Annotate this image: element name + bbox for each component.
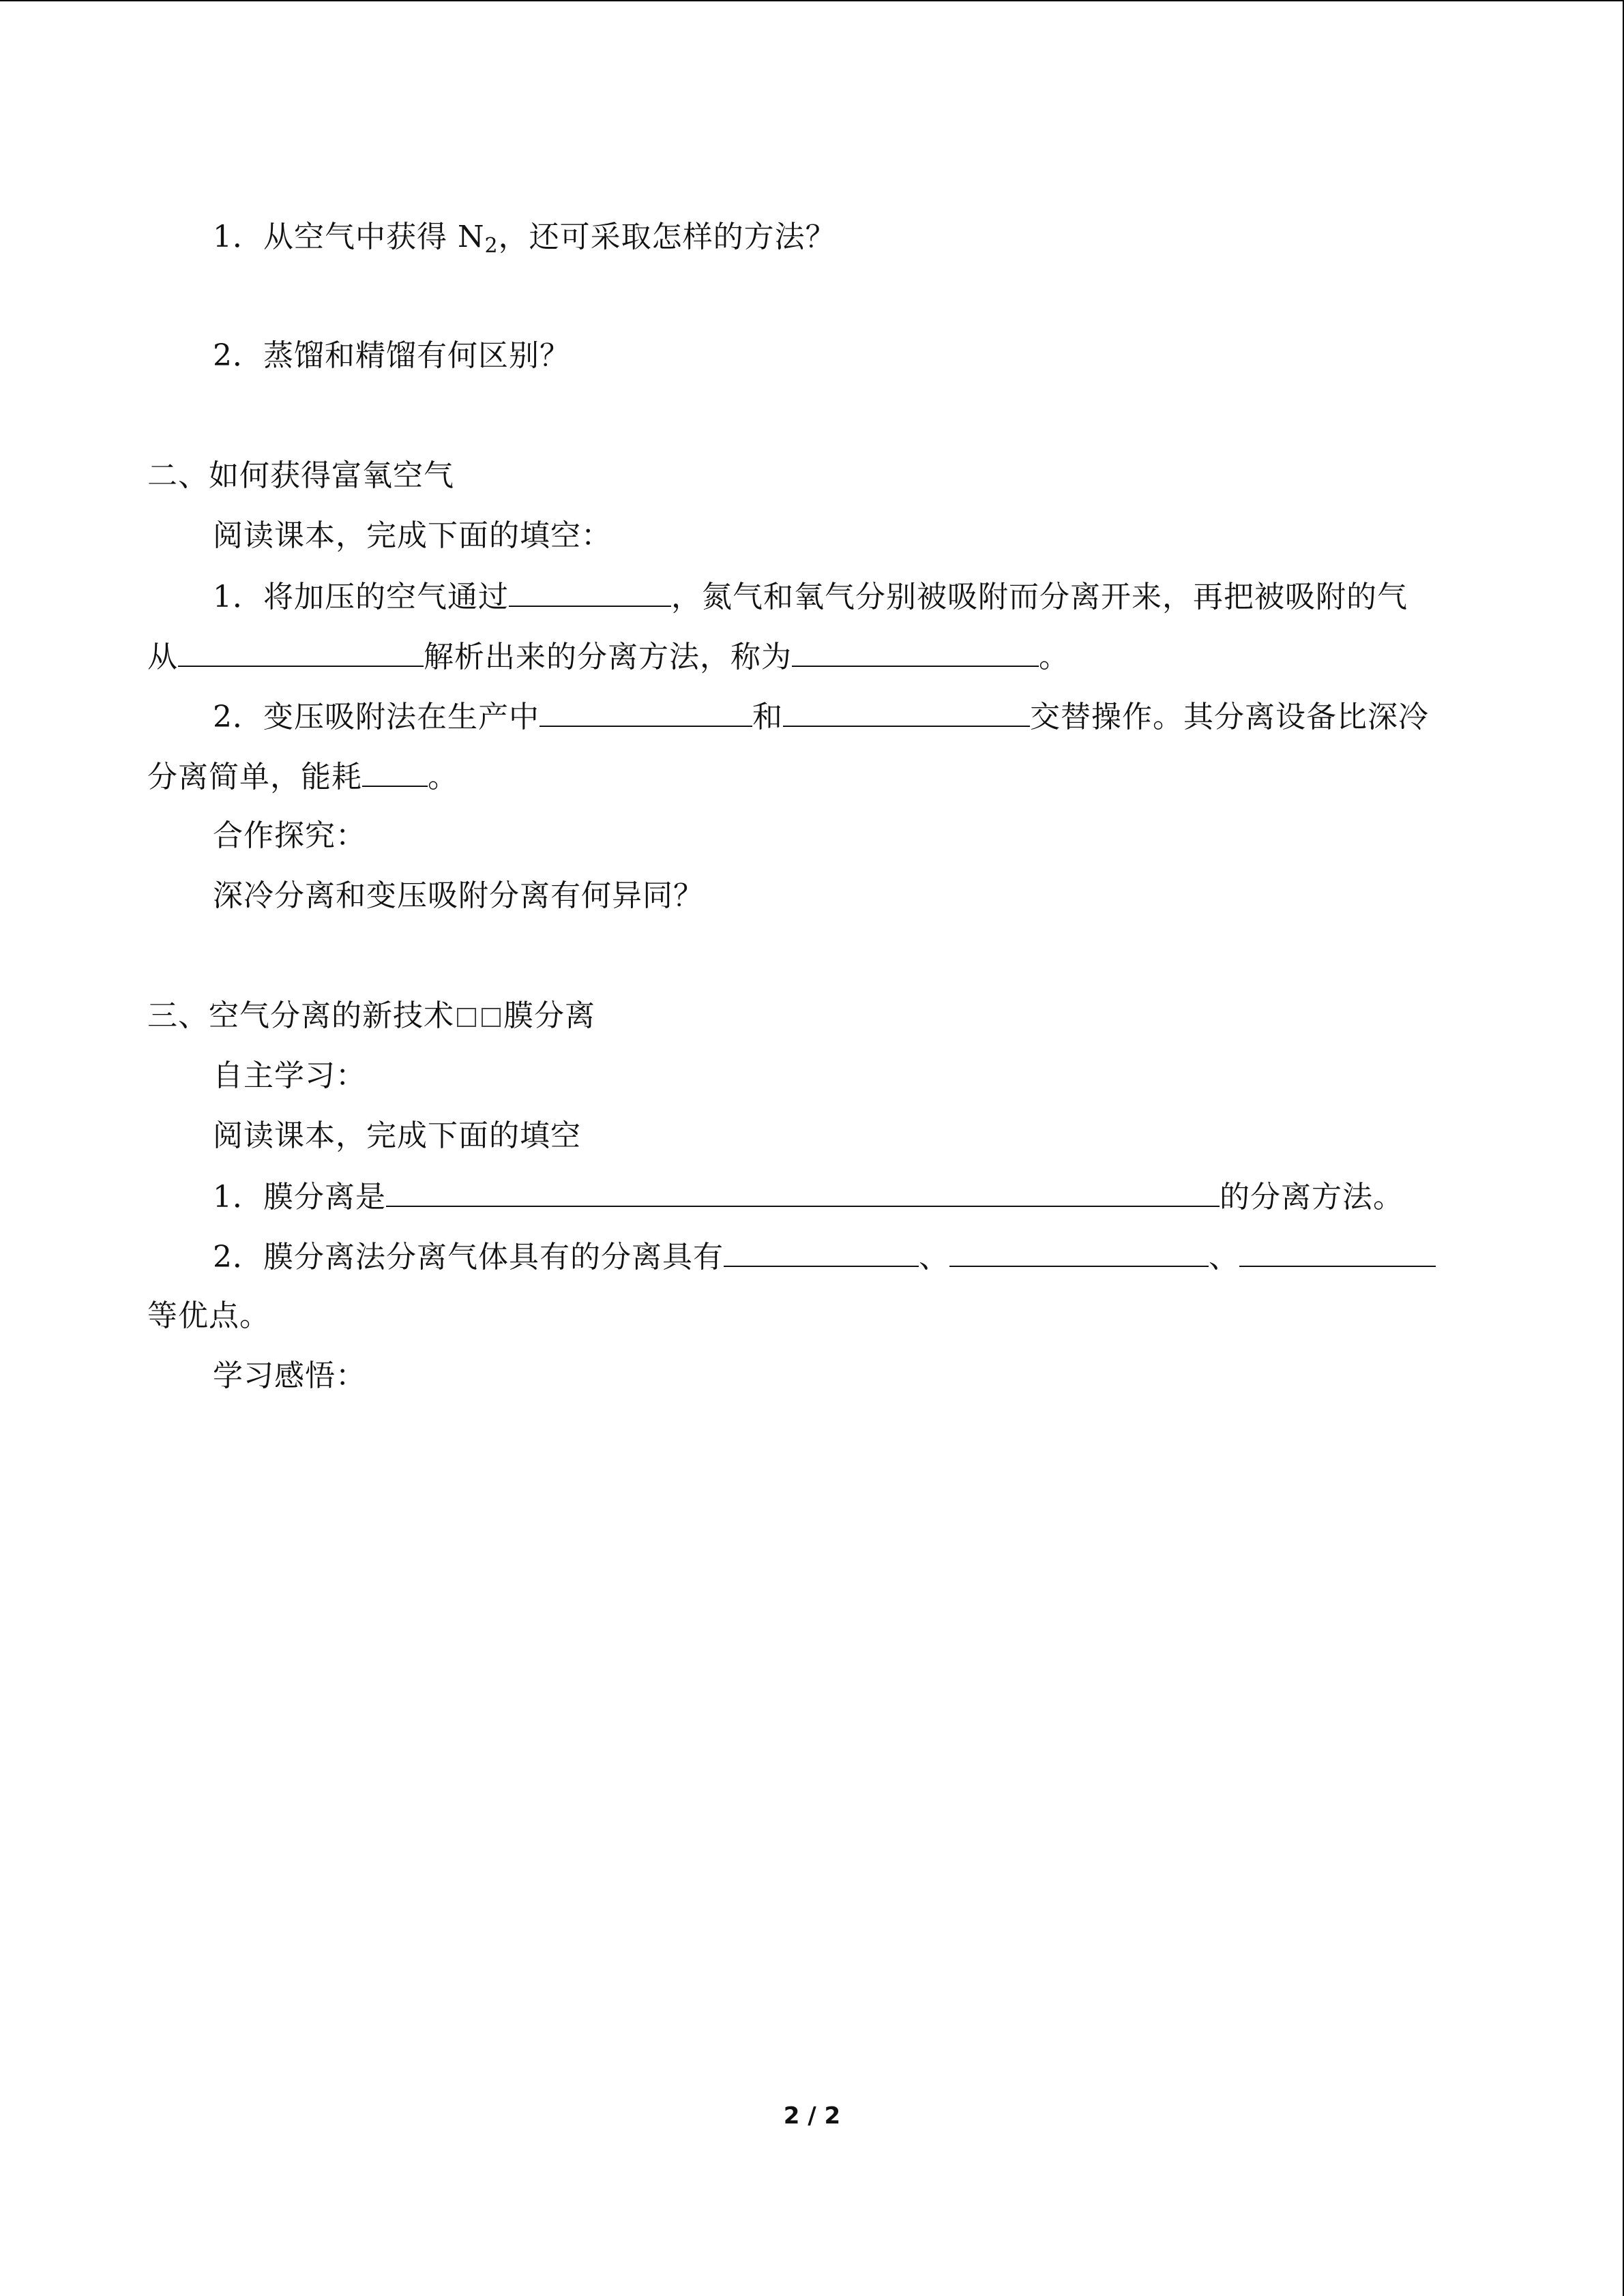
missing-glyph-box [482,1008,501,1027]
section-3-intro: 阅读课本，完成下面的填空 [213,1118,581,1153]
section-3-item-2 [213,1236,1436,1278]
fill-blank[interactable] [783,696,1030,727]
fill-blank[interactable] [792,636,1039,667]
item-1-period: 。 [1039,640,1069,674]
item-1-text: 1．膜分离是 [213,1180,386,1214]
separator: 、 [919,1240,949,1274]
fill-blank[interactable] [509,576,671,607]
fill-blank[interactable] [386,1176,1220,1207]
section-2-heading: 二、如何获得富氧空气 [147,458,454,493]
item-2-text-4: 分离简单，能耗 [147,760,362,794]
question-1-text: 1．从空气中获得 N [213,220,485,254]
separator: 、 [1209,1240,1239,1274]
fill-blank[interactable] [949,1236,1209,1267]
cooperative-inquiry-label: 合作探究： [213,818,366,853]
item-2-text-3: 交替操作。其分离设备比深冷 [1030,700,1429,734]
missing-glyph-box [457,1008,476,1027]
section-3-heading [147,996,595,1037]
fill-blank[interactable] [362,756,428,787]
section-3-heading-tail: 膜分离 [503,998,595,1033]
question-2: 2．蒸馏和精馏有何区别？ [213,338,570,373]
fill-blank[interactable] [540,696,752,727]
section-2-item-1 [213,576,1408,618]
fill-blank[interactable] [1239,1236,1436,1267]
page-number: 2 / 2 [783,2102,841,2130]
item-1-text-4: 解析出来的分离方法，称为 [424,640,792,674]
item-2-text: 2．膜分离法分离气体具有的分离具有 [213,1240,724,1274]
self-study-label: 自主学习： [213,1058,366,1093]
question-1-tail: ，还可采取怎样的方法？ [498,220,836,254]
section-3-heading-text: 三、空气分离的新技术 [147,998,454,1033]
n2-subscript: 2 [484,234,499,258]
section-2-item-1-cont [147,636,1069,678]
fill-blank[interactable] [724,1236,919,1267]
section-3-item-1 [213,1176,1404,1218]
section-2-intro: 阅读课本，完成下面的填空： [213,518,612,553]
section-2-item-2-cont [147,756,458,798]
reflection-label: 学习感悟： [213,1358,366,1393]
item-2-text: 2．变压吸附法在生产中 [213,700,540,734]
fill-blank[interactable] [178,636,424,667]
item-1-text: 1．将加压的空气通过 [213,580,509,614]
item-1-text-2: ，氮气和氧气分别被吸附而分离开来，再把被吸附的气 [671,580,1408,614]
question-1 [213,217,836,267]
item-1-text-3: 从 [147,640,178,674]
cooperative-inquiry-question: 深冷分离和变压吸附分离有何异同？ [213,878,704,913]
item-2-period: 。 [428,760,458,794]
section-2-item-2 [213,696,1429,738]
item-2-text-2: 和 [752,700,783,734]
section-3-item-2-cont: 等优点。 [147,1298,270,1333]
item-1-tail: 的分离方法。 [1220,1180,1404,1214]
